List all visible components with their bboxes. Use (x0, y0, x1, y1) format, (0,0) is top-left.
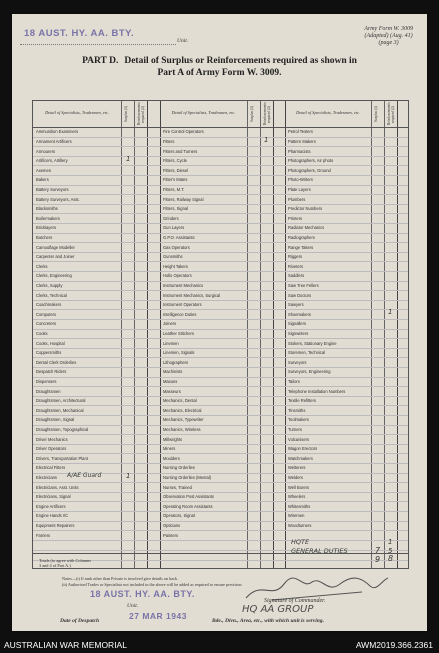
row-rule (33, 492, 408, 493)
specialist-row-label: Predictor Numbers (288, 206, 323, 212)
surplus-header: Surplus (1) (250, 105, 254, 123)
specialist-row-label: Draughtsmen, Architectural (36, 398, 86, 404)
row-rule (33, 242, 408, 243)
specialist-row-label: Saw Doctors (288, 292, 312, 298)
specialist-row-label: Drivers, Transportation Plant (36, 455, 88, 461)
specialist-row-label: Pharmacists (288, 148, 311, 154)
specialist-row-label: Draughtsmen, Topographical (36, 427, 89, 432)
specialist-row-label: Nursing Orderlies (Mental) (163, 475, 212, 480)
specialist-row-label: G.P.O. Assistants (163, 235, 195, 240)
row-rule (33, 281, 408, 282)
specialist-row-label: Range Takers (288, 244, 314, 250)
row-rule (33, 377, 408, 378)
specialist-row-label: Pattern Makers (288, 139, 316, 144)
electricians-surplus-hand: 1 (126, 471, 131, 480)
title-line-2: Part A of Army Form W. 3009. (157, 67, 282, 78)
row-rule (33, 194, 408, 195)
row-rule (33, 309, 408, 310)
row-rule (33, 348, 408, 349)
specialist-row-label: Boilermakers (36, 215, 60, 221)
unit-stamp-top: 18 AUST. HY. AA. BTY. (24, 28, 135, 39)
row-rule (33, 540, 408, 541)
column-header: Detail of Specialists, Tradesmen, etc. (296, 110, 360, 115)
specialist-row-label: Fire Control Operators (163, 129, 204, 135)
specialist-row-label: Engine Hands I/C (36, 513, 69, 519)
row-rule (33, 463, 408, 464)
specialist-row-label: Signwriters (288, 331, 309, 336)
specialist-row-label: Opticians (163, 523, 181, 528)
specialist-row-label: Butchers (36, 235, 53, 240)
table-column-rule (121, 101, 122, 568)
row-rule (33, 434, 408, 435)
table-column-rule (147, 101, 148, 568)
specialist-row-label: Painters (163, 532, 179, 538)
extra-entry-hand: HQTE (291, 537, 310, 546)
form-ref-line: (Adapted) (Aug. 41) (364, 33, 413, 39)
table-column-rule (371, 101, 372, 568)
form-title (42, 56, 397, 79)
specialist-row-label: Photographers, Air photo (288, 158, 334, 164)
specialist-row-label: Tailors (288, 379, 300, 384)
row-rule (33, 357, 408, 358)
reinforcements-header: Reinforcements required (2) (137, 102, 145, 125)
specialist-row-label: Plumbers (288, 196, 306, 202)
specialist-row-label: Masons (163, 379, 178, 384)
row-rule (33, 175, 408, 176)
specialist-row-label: Electricians, Asst. Units (36, 484, 79, 490)
specialist-row-label: Fitters, Railway Signal (163, 196, 204, 202)
extra-entry-hand: GENERAL DUTIES (291, 546, 348, 555)
row-rule (33, 204, 408, 205)
specialist-row-label: Fitters and Turners (163, 148, 198, 154)
specialist-row-label: Equipment Repairers (36, 523, 75, 528)
specialist-row-label: Welders (288, 475, 303, 480)
specialist-row-label: Shoemakers (288, 311, 311, 317)
specialist-row-label: Axemen (36, 167, 52, 173)
archive-id: AWM2019.366.2361 (355, 640, 433, 650)
title-line-1: Detail of Surplus or Reinforcements required as shown in (124, 56, 357, 66)
specialist-row-label: Battery Surveyors (36, 187, 69, 192)
specialist-row-label: Surveyors, Engineering (288, 369, 331, 375)
specialist-row-label: Fitters (163, 139, 175, 144)
specialist-row-label: Stokers, Stationary Engine (288, 340, 337, 346)
specialist-row-label: Bakers (36, 177, 49, 183)
specialist-row-label: Photographers, Ground (288, 167, 331, 173)
specialist-row-label: Storemen, Technical (288, 350, 326, 356)
table-column-rule (260, 101, 261, 568)
specialist-row-label: Ammunition Examiners (36, 129, 79, 135)
specialist-row-label: Mechanics, Typewriter (163, 417, 204, 423)
row-rule (33, 300, 408, 301)
archive-caption-bar (0, 637, 439, 653)
specialist-row-label: Linemen, Signals (163, 350, 195, 356)
specialist-row-label: Fitter's Mates (163, 177, 188, 183)
reinforcements-header: Reinforcements required (2) (263, 102, 271, 125)
form-ref-line: Army Form W. 3009 (364, 26, 413, 32)
specialist-row-label: Electricians (36, 475, 57, 480)
specialist-row-label: Fitters, Cycle (163, 158, 187, 164)
specialist-row-label: Joiners (163, 321, 177, 327)
specialist-row-label: Mechanics, Wireless (163, 427, 201, 432)
specialist-row-label: Instrument Mechanics, Surgical (163, 292, 221, 298)
unit-label-top: Unit. (177, 38, 189, 44)
row-rule (33, 386, 408, 387)
extra-surplus-hand: 7 (375, 545, 381, 555)
specialist-row-label: Farriers (36, 532, 51, 538)
specialist-row-label: Coachmakers (36, 302, 62, 308)
specialist-row-label: Vulcanisers (288, 436, 310, 442)
specialist-row-label: Grinders (163, 215, 179, 221)
total-reinf-hand: 8 (388, 554, 394, 563)
specialist-row-label: Clerks, Engineering (36, 273, 72, 279)
specialist-row-label: Gunsmiths (163, 254, 183, 260)
unit-label-bottom: Unit. (127, 603, 139, 609)
specialist-row-label: Watchmakers (288, 455, 313, 461)
specialist-row-label: Armament Artificers (36, 139, 72, 144)
row-rule (33, 233, 408, 234)
row-rule (33, 156, 408, 157)
row-rule (33, 137, 408, 138)
form-reference (364, 26, 413, 47)
notes (62, 576, 243, 587)
surplus-header: Surplus (1) (124, 105, 128, 123)
surplus-header: Surplus (1) (374, 105, 378, 123)
row-rule (33, 213, 408, 214)
specialist-row-label: Armourers (36, 148, 56, 154)
specialist-row-label: Draughtsmen, Signal (36, 417, 75, 423)
specialist-row-label: Clerks (36, 263, 48, 269)
specialist-row-label: Photo-Writers (288, 177, 313, 183)
specialist-row-label: Woodturners (288, 523, 312, 528)
specialist-row-label: Fitters, Diesel (163, 167, 189, 173)
row-rule (33, 252, 408, 253)
specialist-row-label: Masseurs (163, 388, 181, 394)
table-column-rule (397, 101, 398, 568)
specialist-row-label: Fitters, M.T. (163, 187, 185, 192)
signature-label: Signature of Commander. (264, 598, 326, 604)
specialist-row-label: Riggers (288, 254, 303, 260)
specialist-row-label: Despatch Riders (36, 369, 67, 375)
row-rule (33, 367, 408, 368)
specialist-row-label: Mechanics, Dental (163, 398, 197, 404)
row-rule (33, 530, 408, 531)
row-rule (33, 338, 408, 339)
specialist-row-label: Welterers (288, 465, 306, 471)
totals-label-line: 3 and 4 of Part A.) (39, 563, 71, 568)
electricians-entry-hand: A/AE Guard (67, 471, 102, 479)
specialist-row-label: Surveyors (288, 359, 307, 365)
specialist-row-label: Gun Layers (163, 225, 185, 231)
specialist-row-label: Signallers (288, 321, 306, 327)
row-rule (33, 511, 408, 512)
specialist-row-label: Petrol Testers (288, 129, 313, 135)
totals-label (39, 558, 91, 568)
specialist-row-label: Wiremen (288, 513, 305, 519)
specialist-row-label: Riveters (288, 263, 304, 269)
specialist-row-label: Plate Layers (288, 187, 311, 192)
row-rule (33, 319, 408, 320)
row-rule (33, 405, 408, 406)
row-rule (33, 261, 408, 262)
table-header-rule (33, 127, 408, 128)
reinforcements-header: Reinforcements required (2) (387, 102, 395, 125)
specialist-row-label: Electricians, Signal (36, 494, 71, 500)
specialist-row-label: Coppersmiths (36, 350, 62, 356)
row-rule (33, 165, 408, 166)
specialist-row-label: Intelligence Duties (163, 311, 197, 317)
row-rule (33, 425, 408, 426)
row-rule (33, 146, 408, 147)
unit-underline (20, 44, 176, 45)
row-rule (33, 501, 408, 502)
table-column-rule (160, 101, 161, 568)
specialist-row-label: Concreters (36, 321, 57, 327)
totals-label-line: Totals (to agree with Columns (39, 558, 91, 563)
specialist-row-label: Leather Stitchers (163, 331, 194, 336)
note-line-1: Notes—(i) If rank other than Private is involved give details on back. (62, 576, 179, 581)
specialist-row-label: Telephone Installation Numbers (288, 388, 346, 394)
specialist-row-label: Driver Mechanics (36, 436, 68, 442)
row-rule (33, 290, 408, 291)
specialist-row-label: Driver Operators (36, 446, 67, 452)
bde-label: Bde., Divn., Area, etc., with which unit is serving. (212, 618, 324, 624)
total-surplus-hand: 9 (375, 555, 381, 564)
specialist-row-label: Camouflage Modeller (36, 244, 75, 250)
specialist-row-label: Battery Surveyors, Asst. (36, 196, 80, 202)
specialist-row-label: Draughtsmen (36, 388, 61, 394)
specialist-row-label: Radiographers (288, 235, 315, 240)
specialist-row-label: Cooks, Hospital (36, 340, 65, 346)
specialist-row-label: Draughtsmen, Mechanical (36, 407, 84, 413)
specialist-row-label: Clerks, Supply (36, 283, 63, 288)
specialist-row-label: Computers (36, 311, 57, 317)
specialist-row-label: Instrument Operators (163, 302, 202, 308)
specialist-row-label: Millwrights (163, 436, 183, 442)
artificers-surplus-hand: 1 (126, 154, 131, 163)
specialist-row-label: Saddlers (288, 273, 305, 279)
specialist-row-label: Toolmakers (288, 417, 309, 423)
specialist-row-label: Instrument Mechanics (163, 283, 204, 288)
specialist-row-label: Artificers, Artillery (36, 158, 68, 164)
fitters-reinf-hand: 1 (264, 135, 269, 144)
specialist-row-label: Nurses, Trained (163, 484, 192, 490)
specialist-row-label: Fitters, Signal (163, 206, 189, 212)
table-column-rule (273, 101, 274, 568)
specialist-row-label: Well Borers (288, 484, 310, 490)
specialist-row-label: Dental Clerk Orderlies (36, 359, 77, 365)
row-rule (33, 415, 408, 416)
row-rule (33, 329, 408, 330)
date-of-despatch-label: Date of Despatch (60, 618, 100, 624)
specialist-row-label: Engine Artificers (36, 503, 66, 509)
specialist-row-label: Blacksmiths (36, 206, 58, 212)
table-column-rule (384, 101, 385, 568)
row-rule (33, 550, 408, 551)
specialist-row-label: Sawyers (288, 302, 304, 308)
specialist-row-label: Operators, Signal (163, 513, 195, 519)
row-rule (33, 444, 408, 445)
specialist-row-label: Moulders (163, 455, 180, 461)
specialist-row-label: Lithographers (163, 359, 189, 365)
specialist-row-label: Hollo Operators (163, 273, 192, 279)
row-rule (33, 396, 408, 397)
row-rule (33, 185, 408, 186)
date-stamp: 27 MAR 1943 (129, 611, 187, 621)
specialist-row-label: Nursing Orderlies (163, 465, 195, 471)
row-rule (33, 271, 408, 272)
table-column-rule (285, 101, 286, 568)
extra-reinf-hand: 1 (388, 537, 393, 546)
shoemakers-reinf-hand: 1 (388, 308, 393, 317)
form-ref-line: (page 3) (378, 40, 399, 46)
row-rule (33, 482, 408, 483)
unit-stamp-bottom: 18 AUST. HY. AA. BTY. (90, 589, 195, 599)
totals-rule (33, 553, 408, 554)
hq-handwritten: HQ AA GROUP (242, 604, 314, 615)
specialist-row-label: Saw Tree Fellers (288, 283, 319, 288)
table-column-rule (134, 101, 135, 568)
row-rule (33, 453, 408, 454)
specialist-row-label: Linemen (163, 340, 179, 346)
row-rule (33, 521, 408, 522)
specialist-row-label: Carpenter and Joiner (36, 254, 75, 260)
specialist-row-label: Radiator Mechanics (288, 225, 325, 231)
specialist-row-label: Printers (288, 215, 303, 221)
specialist-row-label: Observation Post Assistants (163, 494, 214, 500)
archive-name: AUSTRALIAN WAR MEMORIAL (4, 640, 127, 650)
specialist-row-label: Miners (163, 446, 176, 452)
extra-reinf-hand: 5 (388, 546, 393, 555)
specialist-row-label: Mechanics, Electrical (163, 407, 202, 413)
specialist-row-label: Operating Room Assistants (163, 503, 213, 509)
table-column-rule (247, 101, 248, 568)
specialist-row-label: Wagon Erectors (288, 446, 318, 452)
part-label: PART D. (82, 56, 119, 66)
specialist-row-label: Textile Refitters (288, 398, 316, 404)
specialist-row-label: Whitesmiths (288, 503, 311, 509)
specialist-row-label: Cooks (36, 331, 48, 336)
specialist-row-label: Dispensers (36, 379, 57, 384)
specialist-row-label: Bricklayers (36, 225, 57, 231)
row-rule (33, 223, 408, 224)
specialist-row-label: Turners (288, 427, 302, 432)
specialist-row-label: Machinists (163, 369, 183, 375)
specialist-row-label: Clerks, Technical (36, 292, 67, 298)
specialist-row-label: Gas Operators (163, 244, 190, 250)
specialist-row-label: Tinsmiths (288, 407, 306, 413)
note-line-2: (ii) Authorised Trades or Specialists not included in the above will be added as required to ensure precision. (62, 581, 243, 587)
specialist-row-label: Height Takers (163, 263, 188, 269)
specialist-row-label: Electrical Fitters (36, 465, 66, 471)
specialists-table (32, 100, 409, 569)
form-page (12, 14, 427, 631)
column-header: Detail of Specialists, Tradesmen, etc. (171, 110, 236, 115)
column-header: Detail of Specialists, Tradesmen, etc. (45, 110, 109, 115)
specialist-row-label: Wheelers (288, 494, 306, 500)
